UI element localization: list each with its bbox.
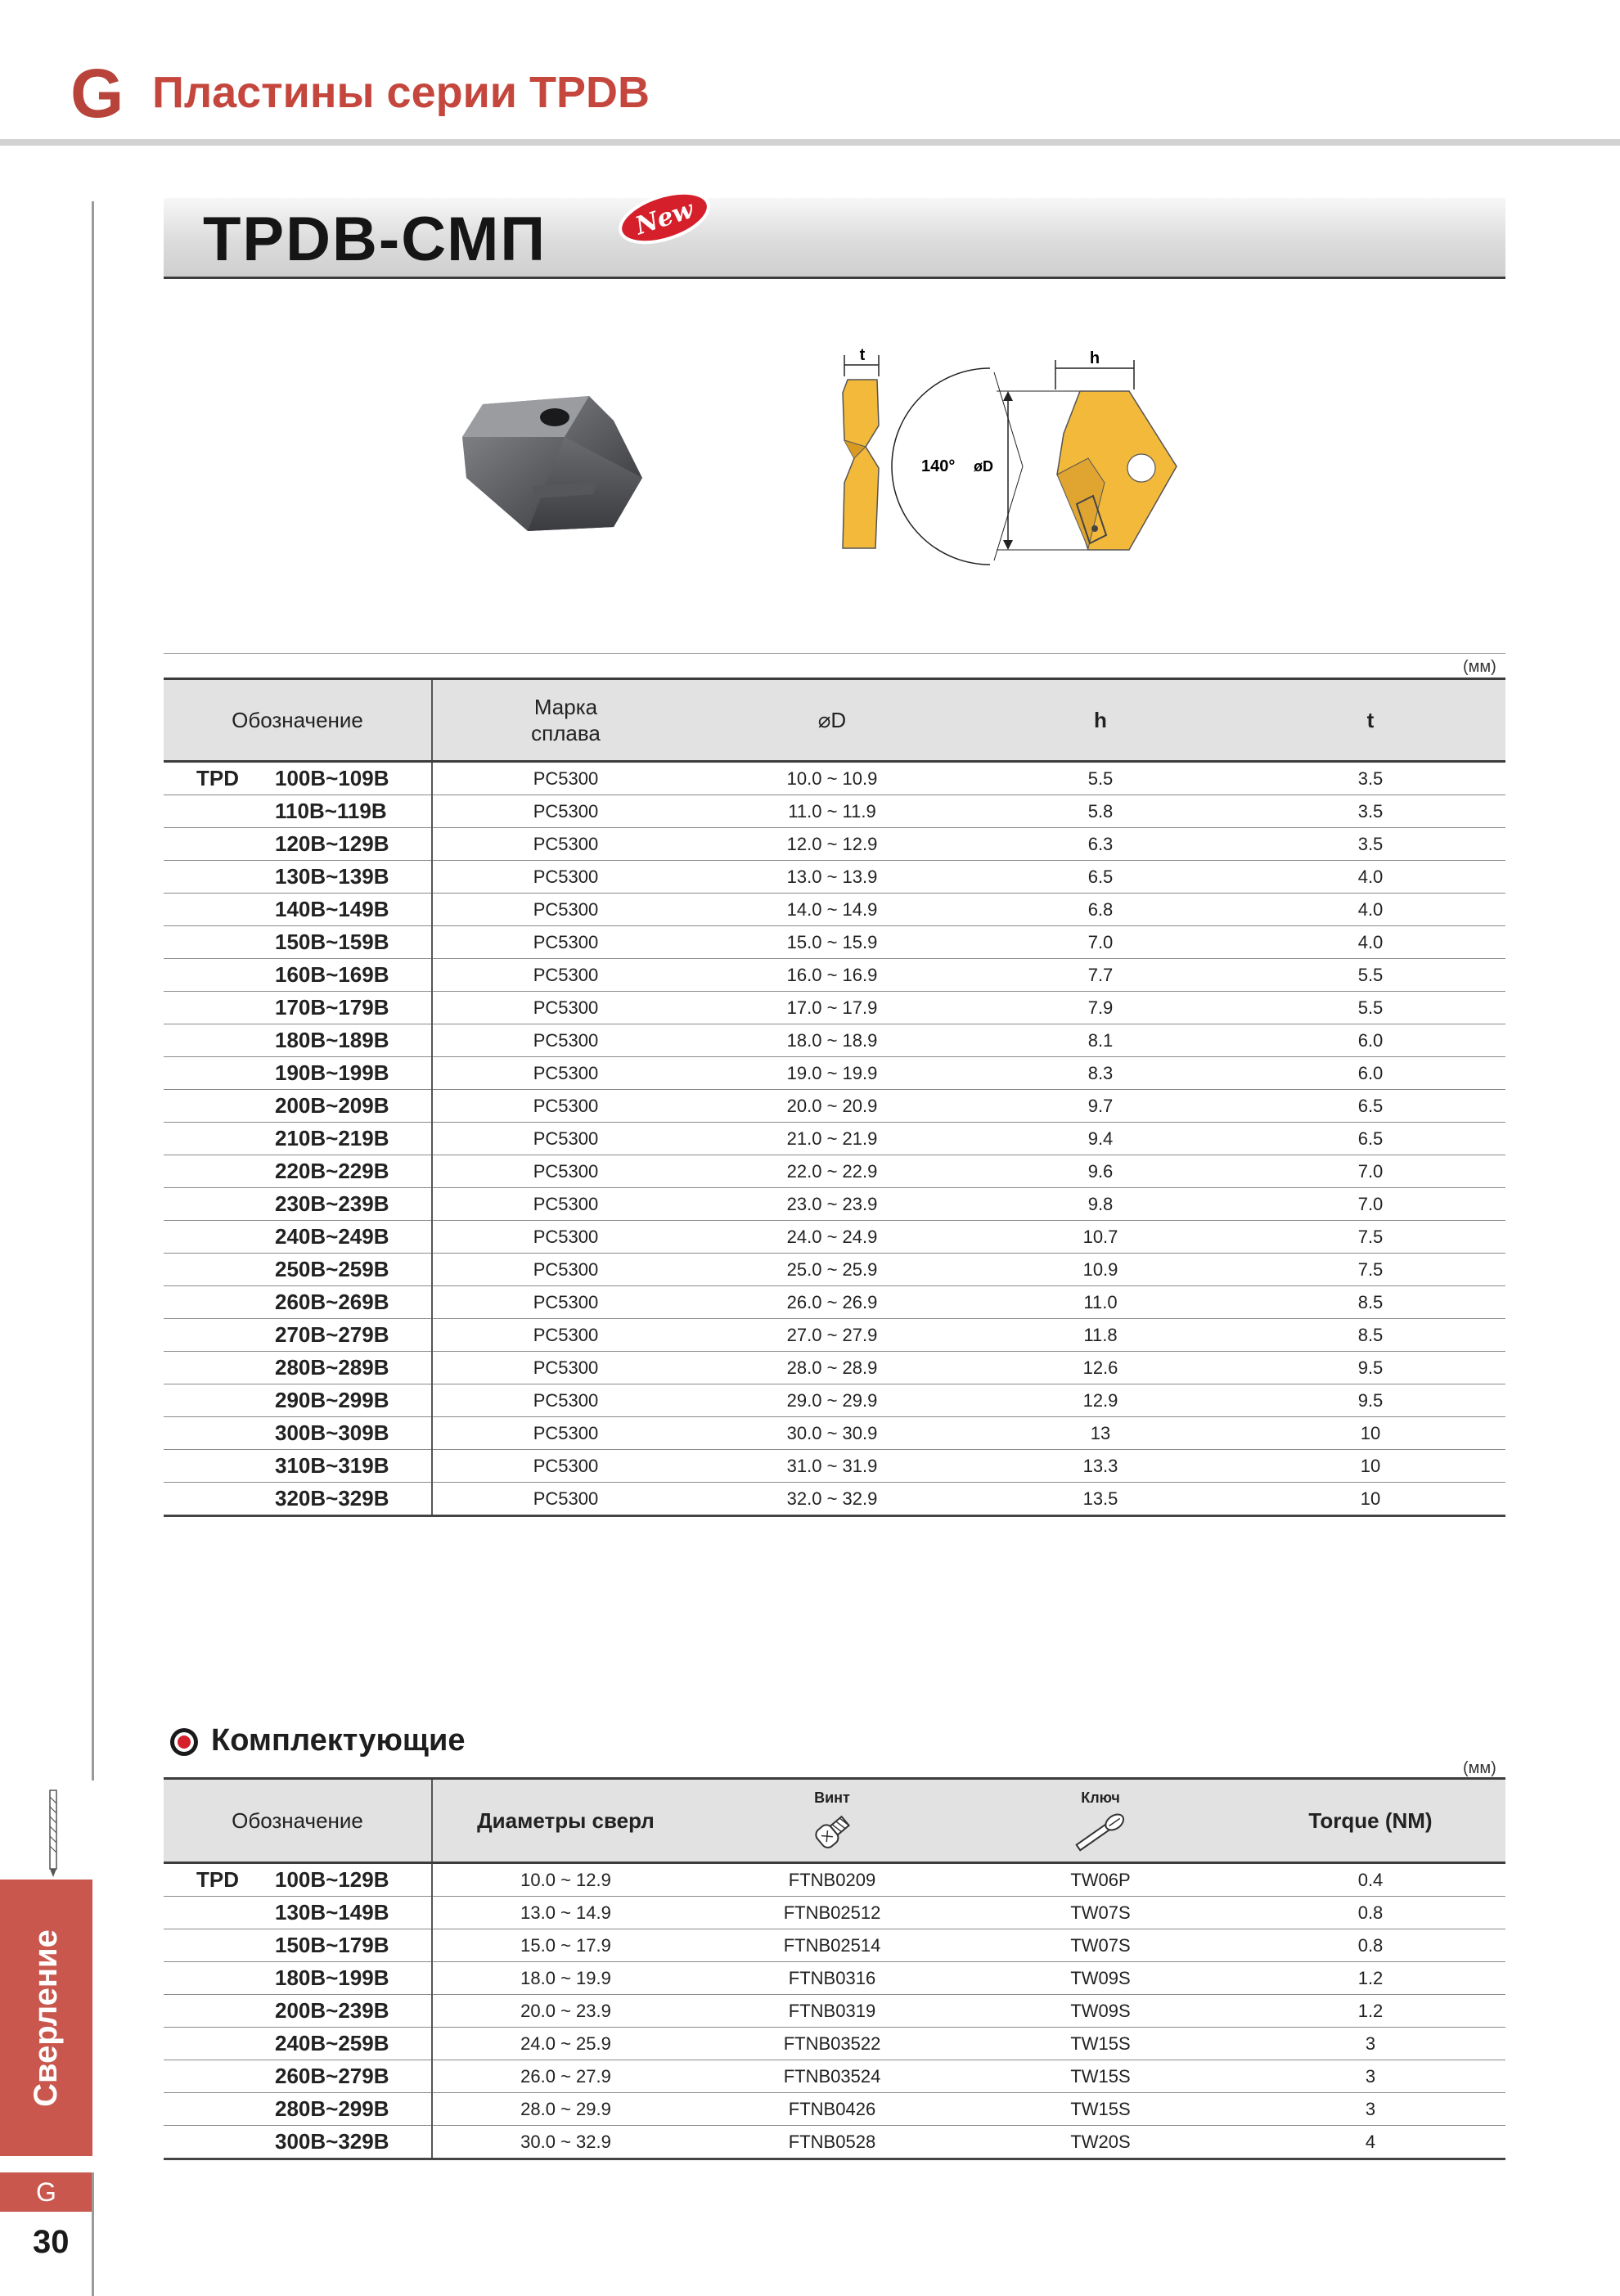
cell-t: 4.0 [1235, 894, 1505, 926]
row-prefix [164, 1450, 270, 1483]
cell-screw: FTNB03524 [699, 2060, 965, 2093]
row-prefix [164, 861, 270, 894]
banner-underline [164, 277, 1505, 279]
row-prefix [164, 2093, 270, 2126]
cell-designation: 190B~199B [270, 1057, 432, 1090]
cell-t: 7.5 [1235, 1221, 1505, 1254]
cell-designation: 110B~119B [270, 795, 432, 828]
header-torque: Torque (NM) [1235, 1779, 1505, 1863]
table-row [164, 2126, 1505, 2159]
table-row [164, 1417, 1505, 1450]
cell-designation: 280B~299B [270, 2093, 432, 2126]
header-t: t [1235, 679, 1505, 762]
table-row [164, 861, 1505, 894]
cell-h: 9.4 [965, 1123, 1235, 1155]
product-title: TPDB-СМП [203, 205, 547, 274]
cell-t: 5.5 [1235, 959, 1505, 992]
cell-diameters: 26.0 ~ 27.9 [432, 2060, 699, 2093]
table-row [164, 1483, 1505, 1516]
cell-key: TW15S [965, 2060, 1235, 2093]
cell-designation: 140B~149B [270, 894, 432, 926]
cell-h: 12.9 [965, 1384, 1235, 1417]
cell-d: 17.0 ~ 17.9 [699, 992, 965, 1024]
side-rule-bottom [92, 2172, 94, 2296]
cell-designation: 150B~159B [270, 926, 432, 959]
table-top-rule [164, 653, 1505, 654]
cell-grade: PC5300 [432, 1057, 699, 1090]
row-prefix [164, 1155, 270, 1188]
side-rule [92, 201, 94, 1781]
table-header-row [164, 1779, 1505, 1863]
table-row [164, 1352, 1505, 1384]
page-number: 30 [33, 2224, 70, 2260]
table-row [164, 1123, 1505, 1155]
table-row [164, 2028, 1505, 2060]
table-header-row [164, 679, 1505, 762]
section-tab-label-wrap [0, 1880, 92, 2156]
header-d: ⌀D [699, 679, 965, 762]
cell-d: 27.0 ~ 27.9 [699, 1319, 965, 1352]
table-row [164, 992, 1505, 1024]
cell-torque: 0.8 [1235, 1897, 1505, 1929]
cell-designation: 320B~329B [270, 1483, 432, 1516]
dim-d-label: øD [974, 458, 993, 475]
table-row [164, 1962, 1505, 1995]
cell-grade: PC5300 [432, 795, 699, 828]
cell-designation: 160B~169B [270, 959, 432, 992]
table-row [164, 1995, 1505, 2028]
cell-h: 7.7 [965, 959, 1235, 992]
cell-t: 10 [1235, 1483, 1505, 1516]
table-row [164, 1863, 1505, 1897]
cell-t: 4.0 [1235, 861, 1505, 894]
cell-key: TW15S [965, 2093, 1235, 2126]
cell-t: 9.5 [1235, 1352, 1505, 1384]
cell-t: 9.5 [1235, 1384, 1505, 1417]
row-prefix [164, 1221, 270, 1254]
cell-t: 10 [1235, 1417, 1505, 1450]
cell-designation: 100B~129B [270, 1863, 432, 1897]
cell-designation: 130B~149B [270, 1897, 432, 1929]
wrench-icon [1072, 1812, 1129, 1853]
cell-torque: 1.2 [1235, 1995, 1505, 2028]
cell-d: 32.0 ~ 32.9 [699, 1483, 965, 1516]
cell-h: 5.8 [965, 795, 1235, 828]
cell-d: 25.0 ~ 25.9 [699, 1254, 965, 1286]
cell-grade: PC5300 [432, 1254, 699, 1286]
row-prefix [164, 1384, 270, 1417]
header-grade-text: Марка сплава [531, 695, 601, 745]
cell-h: 7.0 [965, 926, 1235, 959]
cell-screw: FTNB0426 [699, 2093, 965, 2126]
table-row [164, 1024, 1505, 1057]
header-grade [432, 679, 699, 762]
header-screw-label: Винт [814, 1789, 850, 1806]
unit-label: (мм) [1463, 658, 1496, 676]
cell-diameters: 20.0 ~ 23.9 [432, 1995, 699, 2028]
table-row [164, 1319, 1505, 1352]
row-prefix: TPD [164, 1863, 270, 1897]
cell-screw: FTNB02514 [699, 1929, 965, 1962]
cell-d: 23.0 ~ 23.9 [699, 1188, 965, 1221]
cell-h: 9.8 [965, 1188, 1235, 1221]
cell-grade: PC5300 [432, 1417, 699, 1450]
cell-torque: 3 [1235, 2028, 1505, 2060]
accessories-table [164, 1777, 1505, 2160]
row-prefix [164, 2028, 270, 2060]
row-prefix [164, 1286, 270, 1319]
cell-d: 15.0 ~ 15.9 [699, 926, 965, 959]
cell-key: TW07S [965, 1897, 1235, 1929]
row-prefix [164, 795, 270, 828]
cell-designation: 180B~189B [270, 1024, 432, 1057]
cell-h: 9.6 [965, 1155, 1235, 1188]
cell-diameters: 18.0 ~ 19.9 [432, 1962, 699, 1995]
screw-icon [810, 1812, 854, 1853]
cell-diameters: 10.0 ~ 12.9 [432, 1863, 699, 1897]
cell-torque: 3 [1235, 2060, 1505, 2093]
drill-icon [41, 1789, 65, 1879]
row-prefix [164, 2126, 270, 2159]
cell-grade: PC5300 [432, 1155, 699, 1188]
cell-screw: FTNB02512 [699, 1897, 965, 1929]
row-prefix [164, 1929, 270, 1962]
cell-d: 29.0 ~ 29.9 [699, 1384, 965, 1417]
table-row [164, 1188, 1505, 1221]
table-row [164, 828, 1505, 861]
cell-h: 9.7 [965, 1090, 1235, 1123]
cell-d: 21.0 ~ 21.9 [699, 1123, 965, 1155]
side-section-letter: G [0, 2172, 92, 2212]
cell-h: 11.8 [965, 1319, 1235, 1352]
cell-d: 31.0 ~ 31.9 [699, 1450, 965, 1483]
cell-designation: 210B~219B [270, 1123, 432, 1155]
dim-h-label: h [1089, 349, 1100, 367]
dim-t-label: t [859, 346, 866, 364]
cell-grade: PC5300 [432, 1024, 699, 1057]
table-row [164, 1929, 1505, 1962]
cell-grade: PC5300 [432, 762, 699, 795]
table-row [164, 1254, 1505, 1286]
row-prefix [164, 1995, 270, 2028]
cell-t: 6.5 [1235, 1090, 1505, 1123]
cell-key: TW06P [965, 1863, 1235, 1897]
cell-designation: 150B~179B [270, 1929, 432, 1962]
cell-h: 6.8 [965, 894, 1235, 926]
insert-photo [450, 388, 655, 543]
cell-designation: 240B~259B [270, 2028, 432, 2060]
row-prefix [164, 926, 270, 959]
new-badge-text: New [632, 195, 697, 241]
table-row [164, 1384, 1505, 1417]
row-prefix [164, 1417, 270, 1450]
table-row [164, 926, 1505, 959]
cell-key: TW20S [965, 2126, 1235, 2159]
cell-d: 14.0 ~ 14.9 [699, 894, 965, 926]
cell-t: 8.5 [1235, 1286, 1505, 1319]
cell-designation: 200B~209B [270, 1090, 432, 1123]
cell-torque: 0.8 [1235, 1929, 1505, 1962]
table-row [164, 1897, 1505, 1929]
cell-screw: FTNB03522 [699, 2028, 965, 2060]
cell-h: 13 [965, 1417, 1235, 1450]
row-prefix [164, 828, 270, 861]
cell-h: 7.9 [965, 992, 1235, 1024]
cell-diameters: 13.0 ~ 14.9 [432, 1897, 699, 1929]
table-row [164, 1286, 1505, 1319]
cell-d: 20.0 ~ 20.9 [699, 1090, 965, 1123]
cell-designation: 180B~199B [270, 1962, 432, 1995]
header-h: h [965, 679, 1235, 762]
row-prefix [164, 959, 270, 992]
cell-designation: 260B~269B [270, 1286, 432, 1319]
cell-h: 12.6 [965, 1352, 1235, 1384]
cell-grade: PC5300 [432, 1188, 699, 1221]
cell-d: 16.0 ~ 16.9 [699, 959, 965, 992]
cell-h: 11.0 [965, 1286, 1235, 1319]
cell-grade: PC5300 [432, 1221, 699, 1254]
cell-grade: PC5300 [432, 1352, 699, 1384]
cell-t: 5.5 [1235, 992, 1505, 1024]
cell-d: 26.0 ~ 26.9 [699, 1286, 965, 1319]
cell-t: 6.0 [1235, 1057, 1505, 1090]
row-prefix [164, 1090, 270, 1123]
spec-table-body [164, 762, 1505, 1516]
cell-grade: PC5300 [432, 894, 699, 926]
cell-t: 7.0 [1235, 1155, 1505, 1188]
page-title: Пластины серии TPDB [152, 68, 650, 117]
header-key [965, 1779, 1235, 1863]
row-prefix [164, 2060, 270, 2093]
cell-designation: 100B~109B [270, 762, 432, 795]
cell-designation: 300B~329B [270, 2126, 432, 2159]
cell-designation: 240B~249B [270, 1221, 432, 1254]
technical-drawing [826, 344, 1195, 597]
cell-t: 8.5 [1235, 1319, 1505, 1352]
cell-designation: 220B~229B [270, 1155, 432, 1188]
header-screw [699, 1779, 965, 1863]
row-prefix [164, 1483, 270, 1516]
cell-key: TW07S [965, 1929, 1235, 1962]
table-row [164, 762, 1505, 795]
cell-grade: PC5300 [432, 828, 699, 861]
bullet-target-icon [169, 1727, 200, 1758]
cell-designation: 200B~239B [270, 1995, 432, 2028]
cell-designation: 230B~239B [270, 1188, 432, 1221]
cell-designation: 280B~289B [270, 1352, 432, 1384]
table-row [164, 959, 1505, 992]
cell-t: 3.5 [1235, 828, 1505, 861]
cell-grade: PC5300 [432, 1286, 699, 1319]
cell-h: 6.3 [965, 828, 1235, 861]
cell-d: 24.0 ~ 24.9 [699, 1221, 965, 1254]
header-designation: Обозначение [164, 679, 432, 762]
cell-d: 10.0 ~ 10.9 [699, 762, 965, 795]
row-prefix [164, 1123, 270, 1155]
row-prefix [164, 1897, 270, 1929]
row-prefix [164, 1057, 270, 1090]
cell-diameters: 15.0 ~ 17.9 [432, 1929, 699, 1962]
cell-t: 7.5 [1235, 1254, 1505, 1286]
accessories-table-body [164, 1863, 1505, 2159]
header-designation: Обозначение [164, 1779, 432, 1863]
cell-h: 5.5 [965, 762, 1235, 795]
row-prefix [164, 1319, 270, 1352]
cell-h: 10.9 [965, 1254, 1235, 1286]
cell-key: TW15S [965, 2028, 1235, 2060]
cell-designation: 250B~259B [270, 1254, 432, 1286]
cell-torque: 1.2 [1235, 1962, 1505, 1995]
cell-diameters: 30.0 ~ 32.9 [432, 2126, 699, 2159]
cell-h: 10.7 [965, 1221, 1235, 1254]
cell-torque: 4 [1235, 2126, 1505, 2159]
cell-d: 12.0 ~ 12.9 [699, 828, 965, 861]
table-row [164, 1221, 1505, 1254]
row-prefix [164, 894, 270, 926]
cell-d: 22.0 ~ 22.9 [699, 1155, 965, 1188]
table-row [164, 1057, 1505, 1090]
cell-grade: PC5300 [432, 1123, 699, 1155]
table-row [164, 1155, 1505, 1188]
row-prefix [164, 992, 270, 1024]
row-prefix [164, 1188, 270, 1221]
cell-grade: PC5300 [432, 1450, 699, 1483]
cell-key: TW09S [965, 1995, 1235, 2028]
cell-designation: 310B~319B [270, 1450, 432, 1483]
accessories-title: Комплектующие [211, 1723, 466, 1758]
cell-d: 19.0 ~ 19.9 [699, 1057, 965, 1090]
cell-h: 13.3 [965, 1450, 1235, 1483]
cell-torque: 0.4 [1235, 1863, 1505, 1897]
cell-d: 18.0 ~ 18.9 [699, 1024, 965, 1057]
cell-t: 6.5 [1235, 1123, 1505, 1155]
cell-screw: FTNB0209 [699, 1863, 965, 1897]
cell-key: TW09S [965, 1962, 1235, 1995]
cell-d: 13.0 ~ 13.9 [699, 861, 965, 894]
cell-t: 3.5 [1235, 762, 1505, 795]
unit-label-2: (мм) [1463, 1759, 1496, 1777]
header-diameters: Диаметры сверл [432, 1779, 699, 1863]
row-prefix [164, 1024, 270, 1057]
section-letter: G [70, 55, 124, 132]
cell-grade: PC5300 [432, 992, 699, 1024]
cell-diameters: 24.0 ~ 25.9 [432, 2028, 699, 2060]
cell-d: 11.0 ~ 11.9 [699, 795, 965, 828]
cell-designation: 130B~139B [270, 861, 432, 894]
cell-h: 8.3 [965, 1057, 1235, 1090]
new-badge-icon [612, 185, 717, 250]
cell-diameters: 28.0 ~ 29.9 [432, 2093, 699, 2126]
spec-table [164, 678, 1505, 1517]
cell-t: 6.0 [1235, 1024, 1505, 1057]
row-prefix [164, 1352, 270, 1384]
table-row [164, 2093, 1505, 2126]
cell-designation: 300B~309B [270, 1417, 432, 1450]
header-key-label: Ключ [1081, 1789, 1120, 1806]
angle-label: 140° [921, 457, 956, 475]
cell-grade: PC5300 [432, 1090, 699, 1123]
cell-grade: PC5300 [432, 959, 699, 992]
cell-grade: PC5300 [432, 926, 699, 959]
cell-t: 3.5 [1235, 795, 1505, 828]
table-row [164, 2060, 1505, 2093]
cell-t: 7.0 [1235, 1188, 1505, 1221]
row-prefix: TPD [164, 762, 270, 795]
cell-grade: PC5300 [432, 861, 699, 894]
table-row [164, 795, 1505, 828]
section-tab-label: Сверление [28, 1929, 65, 2107]
table-row [164, 1090, 1505, 1123]
table-row [164, 894, 1505, 926]
cell-grade: PC5300 [432, 1483, 699, 1516]
cell-t: 4.0 [1235, 926, 1505, 959]
cell-d: 30.0 ~ 30.9 [699, 1417, 965, 1450]
cell-designation: 170B~179B [270, 992, 432, 1024]
cell-designation: 290B~299B [270, 1384, 432, 1417]
row-prefix [164, 1254, 270, 1286]
cell-torque: 3 [1235, 2093, 1505, 2126]
row-prefix [164, 1962, 270, 1995]
cell-grade: PC5300 [432, 1319, 699, 1352]
cell-screw: FTNB0319 [699, 1995, 965, 2028]
cell-h: 13.5 [965, 1483, 1235, 1516]
cell-screw: FTNB0528 [699, 2126, 965, 2159]
cell-t: 10 [1235, 1450, 1505, 1483]
cell-h: 8.1 [965, 1024, 1235, 1057]
cell-designation: 270B~279B [270, 1319, 432, 1352]
cell-screw: FTNB0316 [699, 1962, 965, 1995]
cell-d: 28.0 ~ 28.9 [699, 1352, 965, 1384]
cell-grade: PC5300 [432, 1384, 699, 1417]
cell-designation: 260B~279B [270, 2060, 432, 2093]
header-divider [0, 139, 1620, 146]
cell-designation: 120B~129B [270, 828, 432, 861]
cell-h: 6.5 [965, 861, 1235, 894]
table-row [164, 1450, 1505, 1483]
